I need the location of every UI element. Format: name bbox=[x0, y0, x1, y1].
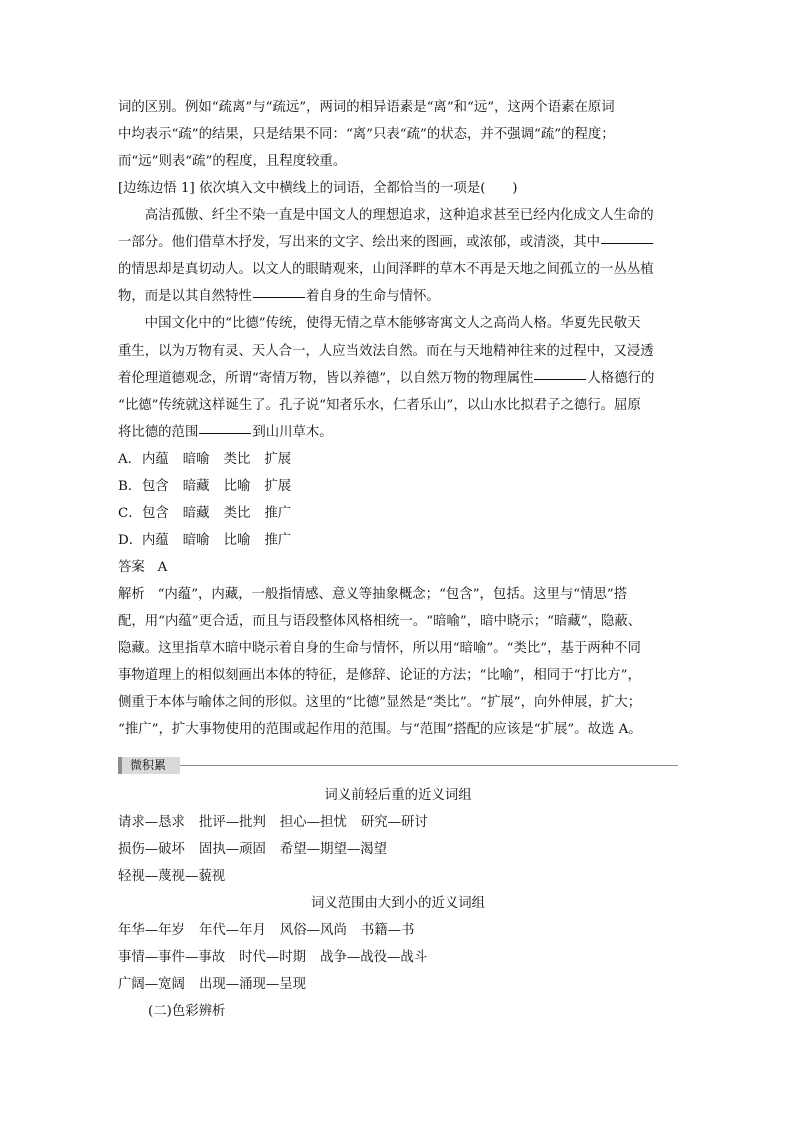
blank-line-2 bbox=[253, 296, 305, 298]
option-letter: B． bbox=[118, 478, 142, 494]
word-pair: 事情—事件—事故 bbox=[118, 949, 226, 965]
word-group-2 bbox=[118, 890, 678, 998]
passage-line bbox=[118, 365, 678, 392]
passage-line bbox=[118, 283, 678, 310]
word-pair: 战争—战役—战斗 bbox=[320, 949, 428, 965]
option-word: 内蕴 bbox=[142, 451, 169, 467]
word-pair: 固执—顽固 bbox=[198, 841, 266, 857]
exercise-label: [边练边悟 1] bbox=[118, 181, 195, 196]
analysis-text: “内蕴”，内藏，一般指情感、意义等抽象概念；“包含”，包括。这里与“情思”搭 bbox=[157, 586, 628, 602]
analysis-line: 隐藏。这里指草木暗中晓示着自身的生命与情怀，所以用“暗喻”。“类比”，基于两种不同 bbox=[118, 640, 641, 656]
word-row bbox=[118, 971, 678, 998]
option-d bbox=[118, 527, 678, 554]
word-pair: 担心—担忧 bbox=[279, 814, 347, 830]
passage-text: 一部分。他们借草木抒发，写出来的文字、绘出来的图画，或浓郁，或清淡，其中 bbox=[118, 235, 601, 251]
divider-rule bbox=[180, 765, 678, 766]
word-pair: 批评—批判 bbox=[198, 814, 266, 830]
word-pair: 损伤—破坏 bbox=[118, 841, 185, 857]
passage-line: 中国文化中的“比德”传统，使得无情之草木能够寄寓文人之高尚人格。华夏先民敬天 bbox=[144, 316, 641, 332]
section-tab: 微积累 bbox=[118, 757, 180, 774]
word-pair: 书籍—书 bbox=[360, 922, 415, 938]
word-pair: 年华—年岁 bbox=[118, 922, 185, 938]
intro-line: 词的区别。例如“疏离”与“疏远”，两词的相异语素是“离”和“远”，这两个语素在原词 bbox=[118, 100, 615, 115]
word-group-1 bbox=[118, 782, 678, 890]
passage-text: 到山川草木。 bbox=[252, 424, 333, 440]
intro-paragraph bbox=[118, 94, 678, 175]
passage-line bbox=[118, 229, 678, 256]
option-word: 包含 bbox=[142, 478, 169, 494]
blank-line-3 bbox=[534, 378, 586, 380]
analysis bbox=[118, 581, 678, 743]
intro-line: 中均表示“疏”的结果，只是结果不同：“离”只表“疏”的状态，并不强调“疏”的程度； bbox=[118, 127, 615, 142]
option-c bbox=[118, 500, 678, 527]
option-letter: C． bbox=[118, 505, 142, 521]
answer-value: A bbox=[157, 559, 168, 575]
exercise-question-text: 依次填入文中横线上的词语，全都恰当的一项是( ) bbox=[199, 181, 518, 196]
option-a bbox=[118, 446, 678, 473]
answer-label: 答案 bbox=[118, 559, 145, 575]
word-pair: 出现—涌现—呈现 bbox=[198, 976, 307, 992]
option-word: 比喻 bbox=[223, 478, 251, 494]
word-pair: 风俗—风尚 bbox=[279, 922, 347, 938]
word-pair: 希望—期望—渴望 bbox=[279, 841, 388, 857]
option-word: 暗喻 bbox=[182, 451, 210, 467]
option-word: 类比 bbox=[223, 451, 251, 467]
exercise-question bbox=[118, 175, 678, 202]
passage-line: 重生，以为万物有灵、天人合一，人应当效法自然。而在与天地精神往来的过程中，又浸透 bbox=[118, 343, 654, 359]
word-pair: 广阔—宽阔 bbox=[118, 976, 185, 992]
analysis-label: 解析 bbox=[118, 586, 145, 602]
passage-text: 着自身的生命与情怀。 bbox=[305, 289, 440, 305]
analysis-line: 配，用“内蕴”更合适，而且与语段整体风格相统一。“暗喻”，暗中晓示；“暗藏”，隐蔽、 bbox=[118, 613, 642, 629]
option-word: 包含 bbox=[142, 505, 169, 521]
analysis-line: 事物道理上的相似刻画出本体的特征，是修辞、论证的方法；“比喻”，相同于“打比方”， bbox=[118, 667, 641, 683]
word-pair: 研究—研讨 bbox=[360, 814, 428, 830]
option-word: 比喻 bbox=[223, 532, 251, 548]
word-row bbox=[118, 944, 678, 971]
option-word: 推广 bbox=[264, 532, 292, 548]
analysis-line bbox=[118, 581, 678, 608]
option-word: 暗喻 bbox=[182, 532, 210, 548]
word-row bbox=[118, 863, 678, 890]
option-word: 扩展 bbox=[264, 478, 292, 494]
option-word: 扩展 bbox=[264, 451, 292, 467]
passage-text: 着伦理道德观念，所谓“寄情万物，皆以养德”，以自然万物的物理属性 bbox=[118, 370, 534, 386]
word-pair: 时代—时期 bbox=[239, 949, 307, 965]
option-letter: A． bbox=[118, 451, 142, 467]
next-section-heading: (二)色彩辨析 bbox=[148, 1003, 226, 1019]
intro-line: 而“远”则表“疏”的程度，且程度较重。 bbox=[118, 154, 347, 169]
passage-text: 人格德行的 bbox=[587, 370, 655, 386]
word-pair: 请求—恳求 bbox=[118, 814, 185, 830]
option-word: 推广 bbox=[264, 505, 292, 521]
word-pair: 轻视—蔑视—藐视 bbox=[118, 868, 226, 884]
word-row bbox=[118, 809, 678, 836]
blank-line-1 bbox=[601, 242, 653, 244]
analysis-line: “推广”，扩大事物使用的范围或起作用的范围。与“范围”搭配的应该是“扩展”。故选 A。 bbox=[118, 721, 642, 737]
word-row bbox=[118, 836, 678, 863]
word-pair: 年代—年月 bbox=[198, 922, 266, 938]
analysis-line: 侧重于本体与喻体之间的形似。这里的“比德”显然是“类比”。“扩展”，向外伸展，扩大； bbox=[118, 694, 642, 710]
passage-line bbox=[118, 419, 678, 446]
word-row bbox=[118, 917, 678, 944]
option-word: 暗藏 bbox=[182, 505, 210, 521]
option-word: 内蕴 bbox=[142, 532, 169, 548]
passage-2 bbox=[118, 310, 678, 445]
passage-text: 将比德的范围 bbox=[118, 424, 199, 440]
options-list bbox=[118, 446, 678, 554]
option-word: 暗藏 bbox=[182, 478, 210, 494]
option-b bbox=[118, 473, 678, 500]
document-page bbox=[118, 94, 678, 1025]
option-letter: D． bbox=[118, 532, 143, 548]
passage-text: 物，而是以其自然特性 bbox=[118, 289, 252, 305]
answer-line bbox=[118, 554, 678, 581]
passage-line: 高洁孤傲、纤尘不染一直是中国文人的理想追求，这种追求甚至已经内化成文人生命的 bbox=[144, 208, 654, 223]
blank-line-4 bbox=[199, 432, 251, 434]
passage-1 bbox=[118, 202, 678, 310]
group-title: 词义前轻后重的近义词组 bbox=[324, 787, 472, 803]
section-divider bbox=[118, 757, 678, 774]
passage-line: 的情思却是真切动人。以文人的眼睛观来，山间泽畔的草木不再是天地之间孤立的一丛丛植 bbox=[118, 262, 654, 278]
group-title: 词义范围由大到小的近义词组 bbox=[310, 895, 486, 911]
passage-line: “比德”传统就这样诞生了。孔子说“知者乐水，仁者乐山”，以山水比拟君子之德行。屈原 bbox=[118, 397, 641, 413]
option-word: 类比 bbox=[223, 505, 251, 521]
